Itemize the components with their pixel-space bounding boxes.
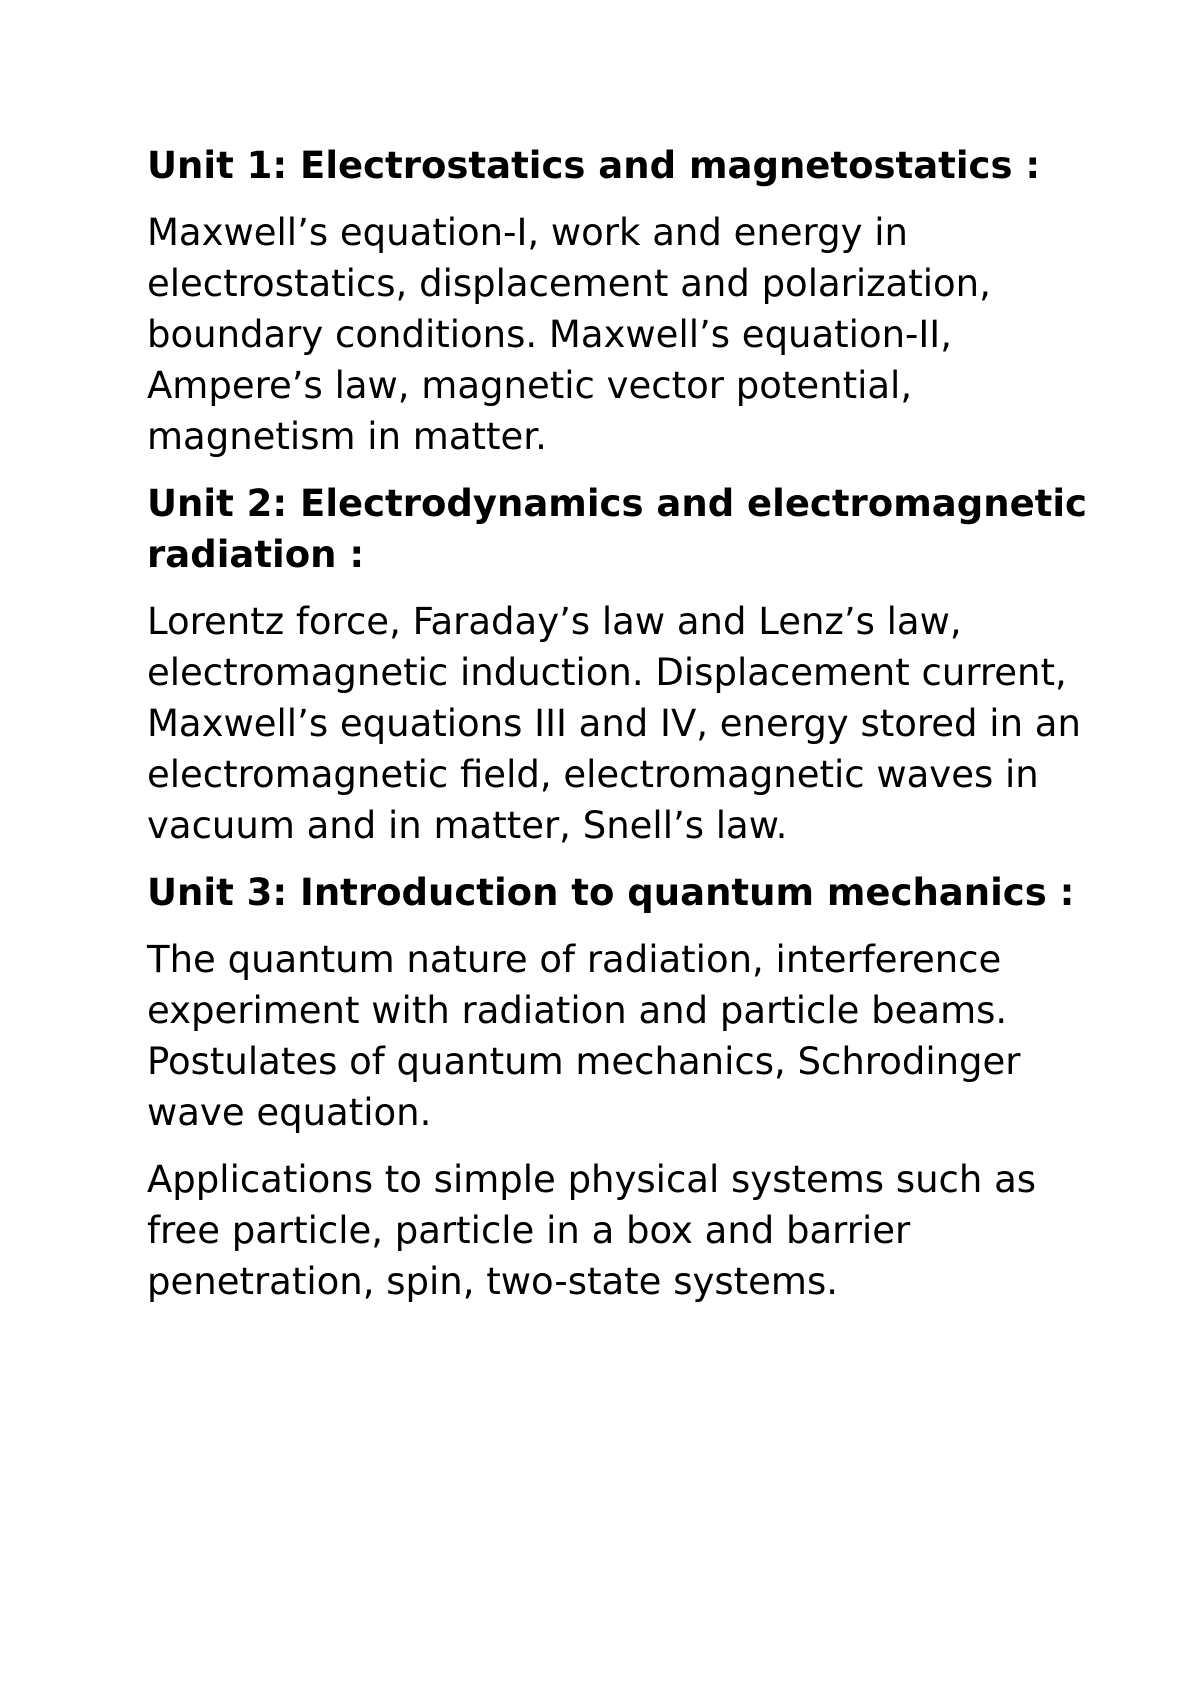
unit-3-paragraph-2: Applications to simple physical systems such as free particle, particle in a box and barrier penetration, spin, two-state systems.	[147, 1158, 1037, 1303]
unit-3-heading: Unit 3: Introduction to quantum mechanics :	[147, 871, 1075, 914]
unit-1-paragraph: Maxwell’s equation-I, work and energy in electrostatics, displacement and polarization, boundary conditions. Maxwell’s equation-II, Ampere’s law, magnetic vector potential, magnetism in matter.	[147, 211, 991, 458]
unit-2-section	[147, 478, 1087, 851]
unit-1-section	[147, 140, 1087, 462]
unit-3-paragraph-1: The quantum nature of radiation, interference experiment with radiation and particle beams. Postulates of quantum mechanics, Schrodinger wave equation.	[147, 938, 1021, 1134]
unit-3-section	[147, 867, 1087, 1307]
document-page	[147, 140, 1087, 1323]
unit-2-paragraph: Lorentz force, Faraday’s law and Lenz’s law, electromagnetic induction. Displacement current, Maxwell’s equations III and IV, energy stored in an electromagnetic field, electromagnetic waves in vacuum and in matter, Snell’s law.	[147, 600, 1081, 847]
unit-1-heading: Unit 1: Electrostatics and magnetostatics :	[147, 144, 1041, 187]
unit-2-heading: Unit 2: Electrodynamics and electromagnetic radiation :	[147, 482, 1087, 576]
